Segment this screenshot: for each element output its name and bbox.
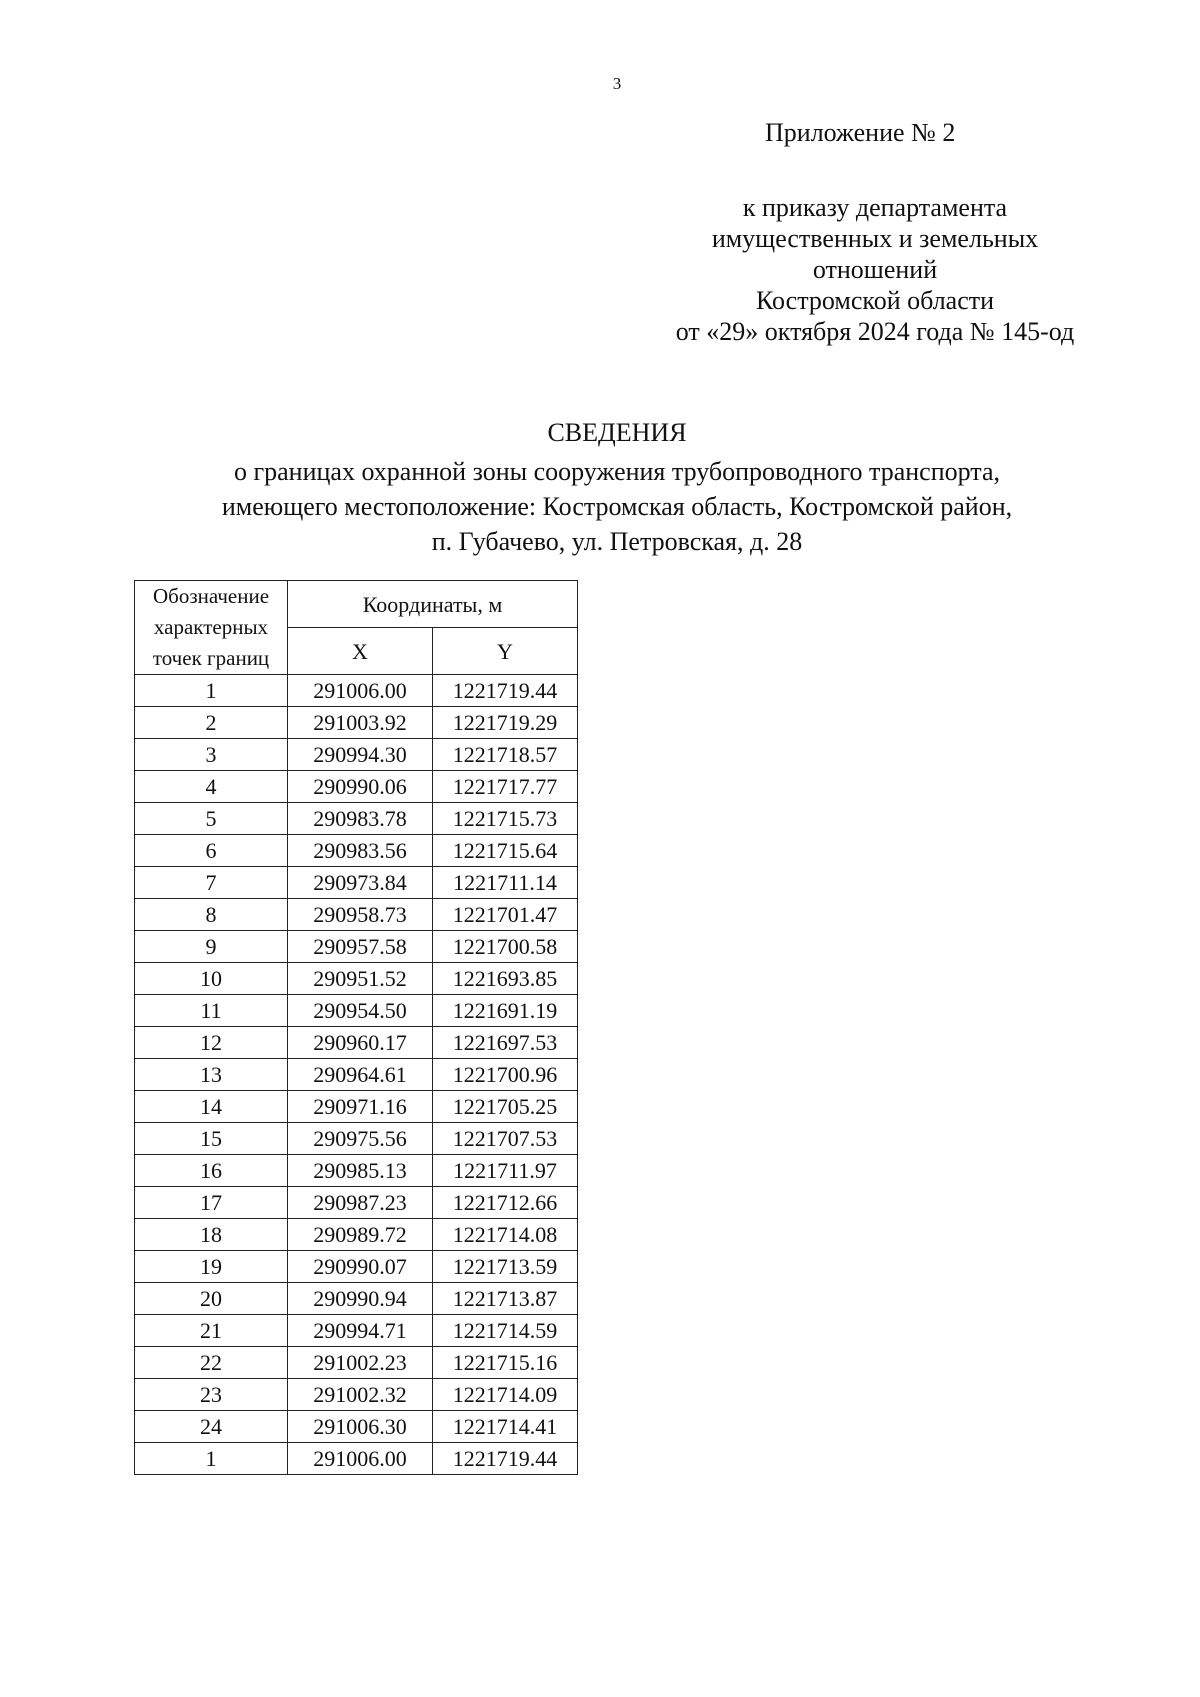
y-cell: 1221705.25 [433,1091,578,1123]
order-line: к приказу департамента [742,193,1008,222]
y-cell: 1221719.44 [433,675,578,707]
table-row [135,675,578,707]
point-cell: 9 [135,931,288,963]
point-cell: 12 [135,1027,288,1059]
y-cell: 1221719.29 [433,707,578,739]
y-cell: 1221700.96 [433,1059,578,1091]
table-row [135,995,578,1027]
point-cell: 7 [135,867,288,899]
table-row [135,1379,578,1411]
x-cell: 291006.00 [288,675,433,707]
header-points [135,581,288,675]
point-cell: 14 [135,1091,288,1123]
x-cell: 291003.92 [288,707,433,739]
y-cell: 1221707.53 [433,1123,578,1155]
x-cell: 290990.07 [288,1251,433,1283]
table-row [135,1251,578,1283]
y-cell: 1221697.53 [433,1027,578,1059]
x-cell: 290990.06 [288,771,433,803]
table-row [135,1283,578,1315]
table-row [135,1443,578,1475]
table-row [135,1187,578,1219]
table-row [135,867,578,899]
header-points-line: точек границ [152,646,270,670]
header-coordinates: Координаты, м [288,581,578,628]
order-reference [620,192,1130,347]
point-cell: 11 [135,995,288,1027]
point-cell: 17 [135,1187,288,1219]
x-cell: 291006.30 [288,1411,433,1443]
coordinates-table [134,580,578,1475]
appendix-title: Приложение № 2 [765,118,956,147]
point-cell: 2 [135,707,288,739]
x-cell: 290985.13 [288,1155,433,1187]
order-line: имущественных и земельных [711,224,1039,253]
x-cell: 290989.72 [288,1219,433,1251]
x-cell: 290994.71 [288,1315,433,1347]
x-cell: 290964.61 [288,1059,433,1091]
header-points-line: Обозначение [152,584,270,608]
header-x: X [288,628,433,675]
document-subtitle [0,454,1200,559]
table-row [135,1027,578,1059]
y-cell: 1221718.57 [433,739,578,771]
y-cell: 1221712.66 [433,1187,578,1219]
table-row [135,1155,578,1187]
x-cell: 290954.50 [288,995,433,1027]
x-cell: 291002.23 [288,1347,433,1379]
y-cell: 1221714.08 [433,1219,578,1251]
x-cell: 290958.73 [288,899,433,931]
y-cell: 1221700.58 [433,931,578,963]
order-line: от «29» октября 2024 года № 145-од [675,317,1075,346]
x-cell: 290971.16 [288,1091,433,1123]
point-cell: 4 [135,771,288,803]
point-cell: 5 [135,803,288,835]
x-cell: 290990.94 [288,1283,433,1315]
subtitle-line: имеющего местоположение: Костромская область, Костромской район, [221,492,1013,521]
point-cell: 1 [135,1443,288,1475]
point-cell: 21 [135,1315,288,1347]
point-cell: 8 [135,899,288,931]
point-cell: 23 [135,1379,288,1411]
y-cell: 1221717.77 [433,771,578,803]
point-cell: 10 [135,963,288,995]
table-row [135,1219,578,1251]
x-cell: 291006.00 [288,1443,433,1475]
y-cell: 1221691.19 [433,995,578,1027]
y-cell: 1221701.47 [433,899,578,931]
x-cell: 290973.84 [288,867,433,899]
y-cell: 1221719.44 [433,1443,578,1475]
point-cell: 18 [135,1219,288,1251]
y-cell: 1221713.59 [433,1251,578,1283]
table-row [135,771,578,803]
table-row [135,1059,578,1091]
y-cell: 1221714.41 [433,1411,578,1443]
x-cell: 290975.56 [288,1123,433,1155]
x-cell: 290987.23 [288,1187,433,1219]
table-row [135,835,578,867]
table-row [135,739,578,771]
table-row [135,1411,578,1443]
y-cell: 1221713.87 [433,1283,578,1315]
subtitle-line: о границах охранной зоны сооружения трубопроводного транспорта, [233,457,1001,486]
y-cell: 1221693.85 [433,963,578,995]
table-row [135,803,578,835]
x-cell: 290957.58 [288,931,433,963]
table-row [135,899,578,931]
x-cell: 290951.52 [288,963,433,995]
table-row [135,1091,578,1123]
y-cell: 1221714.09 [433,1379,578,1411]
y-cell: 1221715.16 [433,1347,578,1379]
y-cell: 1221715.73 [433,803,578,835]
order-line: Костромской области [755,286,995,315]
table-row [135,963,578,995]
header-y: Y [433,628,578,675]
page-number: 3 [612,74,622,93]
table-row [135,707,578,739]
point-cell: 6 [135,835,288,867]
point-cell: 3 [135,739,288,771]
table-row [135,931,578,963]
point-cell: 13 [135,1059,288,1091]
point-cell: 24 [135,1411,288,1443]
point-cell: 15 [135,1123,288,1155]
x-cell: 290983.56 [288,835,433,867]
table-row [135,1123,578,1155]
table-row [135,1347,578,1379]
x-cell: 290983.78 [288,803,433,835]
x-cell: 290994.30 [288,739,433,771]
table-body [135,675,578,1475]
y-cell: 1221711.14 [433,867,578,899]
header-points-line: характерных [153,615,269,639]
point-cell: 20 [135,1283,288,1315]
subtitle-line: п. Губачево, ул. Петровская, д. 28 [431,527,803,556]
point-cell: 19 [135,1251,288,1283]
y-cell: 1221714.59 [433,1315,578,1347]
order-line: отношений [812,255,938,284]
point-cell: 1 [135,675,288,707]
x-cell: 290960.17 [288,1027,433,1059]
point-cell: 16 [135,1155,288,1187]
y-cell: 1221711.97 [433,1155,578,1187]
document-heading: СВЕДЕНИЯ [547,418,687,447]
x-cell: 291002.32 [288,1379,433,1411]
point-cell: 22 [135,1347,288,1379]
y-cell: 1221715.64 [433,835,578,867]
table-row [135,1315,578,1347]
